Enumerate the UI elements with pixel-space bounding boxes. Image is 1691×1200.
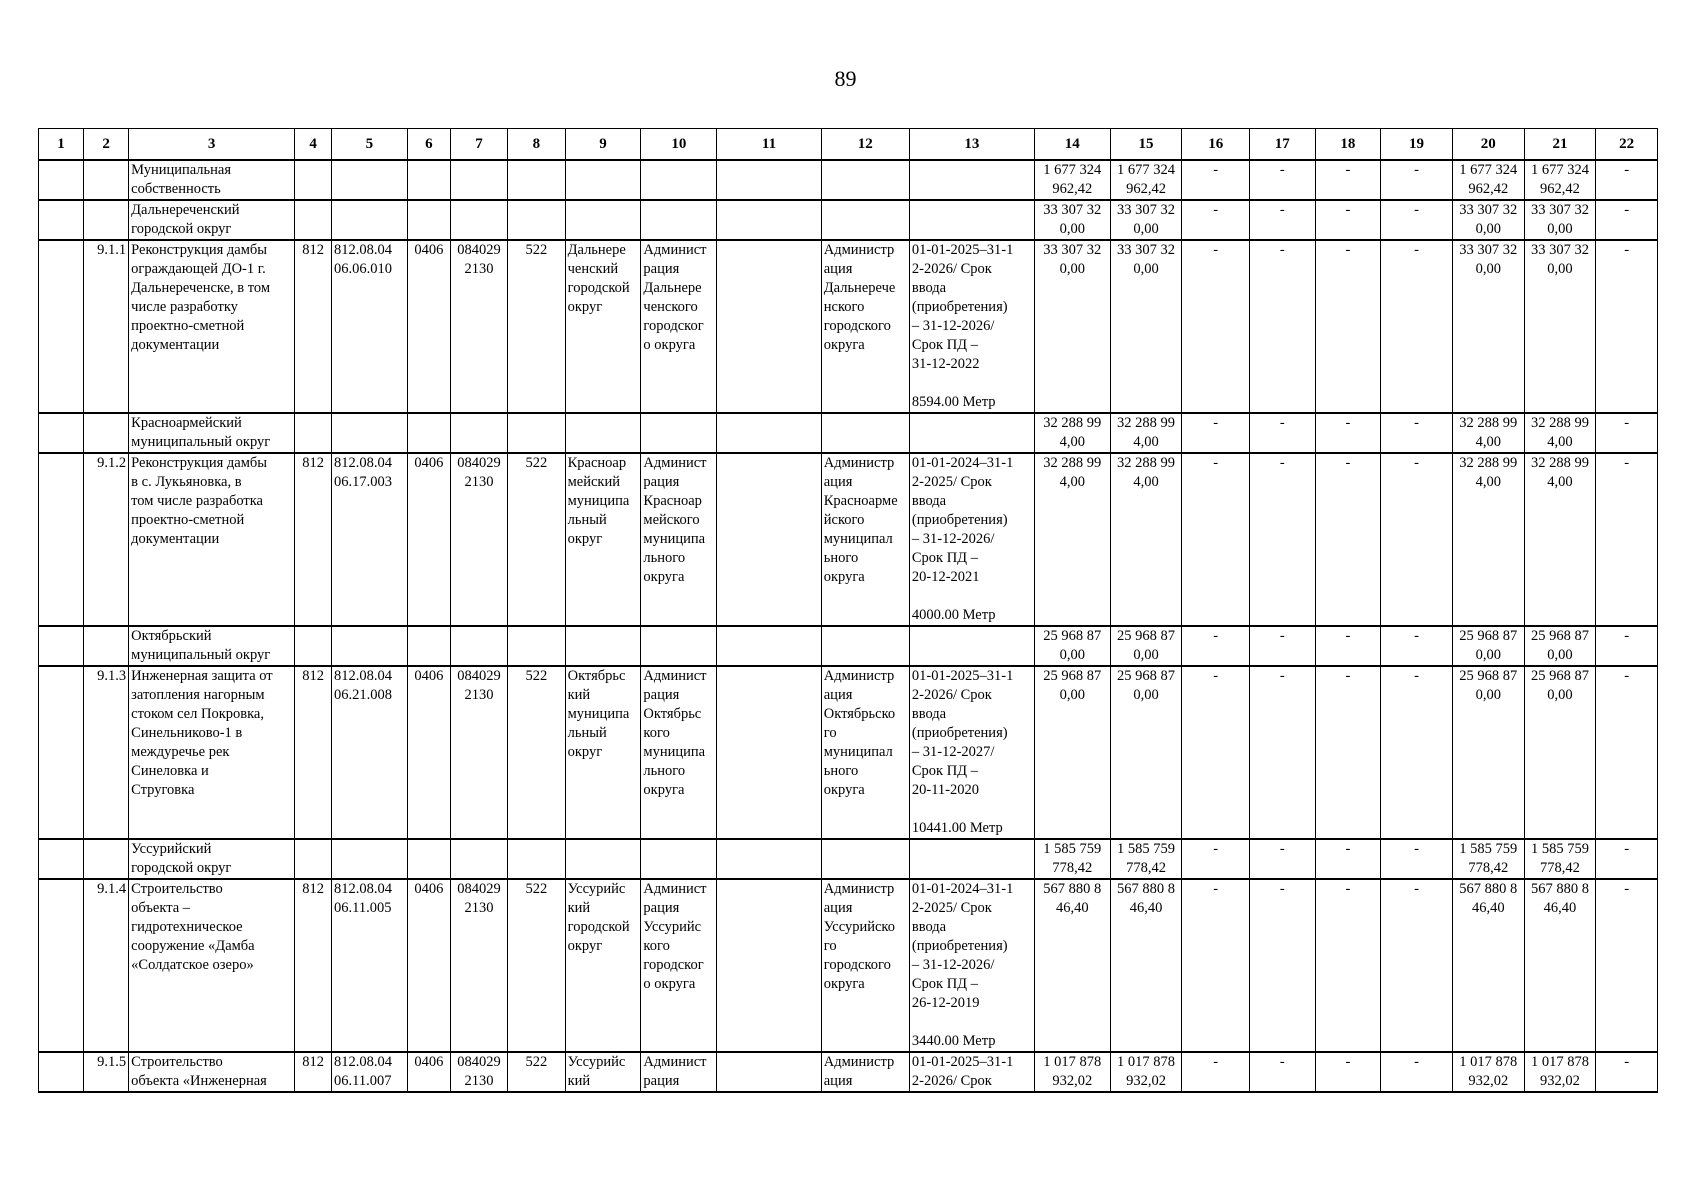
table-row	[39, 240, 1658, 413]
cell-col-6	[407, 200, 450, 240]
cell-col-19: -	[1381, 200, 1453, 240]
cell-col-2: 9.1.3	[84, 666, 129, 839]
cell-col-16: -	[1182, 879, 1250, 1052]
cell-col-1	[39, 879, 84, 1052]
cell-col-17: -	[1250, 160, 1316, 200]
cell-col-7: 084029 2130	[450, 1052, 507, 1092]
cell-col-21: 1 677 324 962,42	[1524, 160, 1596, 200]
cell-col-9: Октябрьс кий муниципа льный округ	[565, 666, 641, 839]
cell-col-19: -	[1381, 666, 1453, 839]
cell-col-12	[821, 626, 909, 666]
cell-col-8: 522	[508, 453, 565, 626]
cell-col-17: -	[1250, 1052, 1316, 1092]
cell-col-5: 812.08.04 06.11.005	[332, 879, 408, 1052]
cell-col-17: -	[1250, 666, 1316, 839]
cell-col-7: 084029 2130	[450, 240, 507, 413]
cell-col-2: 9.1.4	[84, 879, 129, 1052]
cell-col-22: -	[1596, 200, 1658, 240]
cell-col-8	[508, 200, 565, 240]
cell-col-20: 1 585 759 778,42	[1452, 839, 1524, 879]
header-col-15: 15	[1110, 129, 1182, 161]
cell-col-19: -	[1381, 160, 1453, 200]
cell-col-22: -	[1596, 839, 1658, 879]
cell-col-3: Строительство объекта «Инженерная	[129, 1052, 295, 1092]
cell-col-21: 32 288 99 4,00	[1524, 453, 1596, 626]
cell-col-18: -	[1315, 453, 1381, 626]
cell-col-15: 1 585 759 778,42	[1110, 839, 1182, 879]
cell-col-10	[641, 200, 717, 240]
header-col-14: 14	[1034, 129, 1110, 161]
cell-col-19: -	[1381, 413, 1453, 453]
cell-col-2	[84, 413, 129, 453]
cell-col-1	[39, 839, 84, 879]
cell-col-6	[407, 413, 450, 453]
cell-col-19: -	[1381, 626, 1453, 666]
cell-col-13	[909, 200, 1034, 240]
cell-col-5	[332, 160, 408, 200]
cell-col-18: -	[1315, 160, 1381, 200]
cell-col-7	[450, 160, 507, 200]
cell-col-3: Октябрьский муниципальный округ	[129, 626, 295, 666]
cell-col-8: 522	[508, 1052, 565, 1092]
cell-col-3: Реконструкция дамбы в с. Лукьяновка, в том числе разработка проектно-сметной документации	[129, 453, 295, 626]
cell-col-13	[909, 413, 1034, 453]
cell-col-13: 01-01-2025–31-1 2-2026/ Срок ввода (приобретения) – 31-12-2026/ Срок ПД – 31-12-2022 8594.00 Метр	[909, 240, 1034, 413]
cell-col-21: 567 880 8 46,40	[1524, 879, 1596, 1052]
cell-col-4	[295, 160, 332, 200]
cell-col-3: Строительство объекта – гидротехническое сооружение «Дамба «Солдатское озеро»	[129, 879, 295, 1052]
header-col-19: 19	[1381, 129, 1453, 161]
cell-col-11	[717, 453, 822, 626]
cell-col-8	[508, 160, 565, 200]
cell-col-11	[717, 879, 822, 1052]
cell-col-20: 25 968 87 0,00	[1452, 626, 1524, 666]
cell-col-18: -	[1315, 240, 1381, 413]
cell-col-8: 522	[508, 666, 565, 839]
cell-col-20: 1 677 324 962,42	[1452, 160, 1524, 200]
cell-col-2	[84, 839, 129, 879]
cell-col-6: 0406	[407, 1052, 450, 1092]
cell-col-19: -	[1381, 839, 1453, 879]
cell-col-7: 084029 2130	[450, 879, 507, 1052]
cell-col-5: 812.08.04 06.21.008	[332, 666, 408, 839]
cell-col-16: -	[1182, 160, 1250, 200]
table-row	[39, 1052, 1658, 1092]
cell-col-10: Админист рация Октябрьс кого муниципа льного округа	[641, 666, 717, 839]
cell-col-20: 33 307 32 0,00	[1452, 240, 1524, 413]
cell-col-22: -	[1596, 413, 1658, 453]
cell-col-13	[909, 839, 1034, 879]
header-col-21: 21	[1524, 129, 1596, 161]
cell-col-1	[39, 626, 84, 666]
cell-col-15: 33 307 32 0,00	[1110, 240, 1182, 413]
cell-col-21: 25 968 87 0,00	[1524, 626, 1596, 666]
cell-col-10: Админист рация Уссурийс кого городског о округа	[641, 879, 717, 1052]
cell-col-22: -	[1596, 453, 1658, 626]
cell-col-5: 812.08.04 06.17.003	[332, 453, 408, 626]
cell-col-12	[821, 200, 909, 240]
cell-col-8	[508, 626, 565, 666]
cell-col-16: -	[1182, 453, 1250, 626]
cell-col-1	[39, 413, 84, 453]
cell-col-22: -	[1596, 666, 1658, 839]
header-col-10: 10	[641, 129, 717, 161]
cell-col-1	[39, 666, 84, 839]
cell-col-4: 812	[295, 240, 332, 413]
cell-col-21: 25 968 87 0,00	[1524, 666, 1596, 839]
cell-col-21: 33 307 32 0,00	[1524, 200, 1596, 240]
cell-col-19: -	[1381, 1052, 1453, 1092]
cell-col-17: -	[1250, 453, 1316, 626]
table-row	[39, 879, 1658, 1052]
cell-col-13: 01-01-2025–31-1 2-2026/ Срок ввода (приобретения) – 31-12-2027/ Срок ПД – 20-11-2020 10441.00 Метр	[909, 666, 1034, 839]
cell-col-15: 567 880 8 46,40	[1110, 879, 1182, 1052]
header-row	[39, 129, 1658, 161]
header-col-16: 16	[1182, 129, 1250, 161]
cell-col-22: -	[1596, 1052, 1658, 1092]
cell-col-5	[332, 626, 408, 666]
cell-col-3: Инженерная защита от затопления нагорным стоком сел Покровка, Синельниково-1 в междуречье рек Синеловка и Струговка	[129, 666, 295, 839]
cell-col-8	[508, 413, 565, 453]
table-row	[39, 200, 1658, 240]
cell-col-9	[565, 626, 641, 666]
cell-col-18: -	[1315, 879, 1381, 1052]
header-col-6: 6	[407, 129, 450, 161]
cell-col-10: Админист рация	[641, 1052, 717, 1092]
cell-col-1	[39, 240, 84, 413]
header-col-12: 12	[821, 129, 909, 161]
cell-col-11	[717, 839, 822, 879]
cell-col-10	[641, 413, 717, 453]
cell-col-14: 1 585 759 778,42	[1034, 839, 1110, 879]
header-col-2: 2	[84, 129, 129, 161]
cell-col-19: -	[1381, 879, 1453, 1052]
cell-col-2: 9.1.1	[84, 240, 129, 413]
header-col-5: 5	[332, 129, 408, 161]
cell-col-21: 1 017 878 932,02	[1524, 1052, 1596, 1092]
cell-col-9	[565, 413, 641, 453]
header-col-11: 11	[717, 129, 822, 161]
cell-col-14: 567 880 8 46,40	[1034, 879, 1110, 1052]
cell-col-2	[84, 200, 129, 240]
cell-col-5	[332, 200, 408, 240]
cell-col-4: 812	[295, 453, 332, 626]
cell-col-12	[821, 160, 909, 200]
cell-col-3: Муниципальная собственность	[129, 160, 295, 200]
cell-col-7: 084029 2130	[450, 666, 507, 839]
cell-col-18: -	[1315, 626, 1381, 666]
cell-col-9	[565, 839, 641, 879]
cell-col-16: -	[1182, 413, 1250, 453]
cell-col-11	[717, 1052, 822, 1092]
cell-col-9: Дальнере ченский городской округ	[565, 240, 641, 413]
cell-col-4	[295, 200, 332, 240]
cell-col-13	[909, 626, 1034, 666]
cell-col-3: Реконструкция дамбы ограждающей ДО-1 г. Дальнереченске, в том числе разработку проектно-сметной документации	[129, 240, 295, 413]
cell-col-17: -	[1250, 879, 1316, 1052]
header-col-17: 17	[1250, 129, 1316, 161]
cell-col-20: 32 288 99 4,00	[1452, 453, 1524, 626]
cell-col-1	[39, 160, 84, 200]
cell-col-5: 812.08.04 06.06.010	[332, 240, 408, 413]
cell-col-10: Админист рация Дальнере ченского городског о округа	[641, 240, 717, 413]
cell-col-9	[565, 200, 641, 240]
cell-col-10	[641, 160, 717, 200]
cell-col-22: -	[1596, 626, 1658, 666]
cell-col-5: 812.08.04 06.11.007	[332, 1052, 408, 1092]
table-row	[39, 160, 1658, 200]
header-col-22: 22	[1596, 129, 1658, 161]
cell-col-11	[717, 626, 822, 666]
cell-col-7: 084029 2130	[450, 453, 507, 626]
cell-col-4	[295, 413, 332, 453]
cell-col-6: 0406	[407, 879, 450, 1052]
cell-col-21: 33 307 32 0,00	[1524, 240, 1596, 413]
cell-col-16: -	[1182, 1052, 1250, 1092]
cell-col-2: 9.1.2	[84, 453, 129, 626]
cell-col-4	[295, 626, 332, 666]
cell-col-16: -	[1182, 240, 1250, 413]
cell-col-13: 01-01-2024–31-1 2-2025/ Срок ввода (приобретения) – 31-12-2026/ Срок ПД – 26-12-2019 3440.00 Метр	[909, 879, 1034, 1052]
cell-col-6	[407, 626, 450, 666]
cell-col-9	[565, 160, 641, 200]
header-col-20: 20	[1452, 129, 1524, 161]
cell-col-16: -	[1182, 839, 1250, 879]
cell-col-14: 33 307 32 0,00	[1034, 240, 1110, 413]
cell-col-1	[39, 1052, 84, 1092]
cell-col-20: 25 968 87 0,00	[1452, 666, 1524, 839]
cell-col-16: -	[1182, 626, 1250, 666]
cell-col-4: 812	[295, 1052, 332, 1092]
cell-col-15: 25 968 87 0,00	[1110, 666, 1182, 839]
cell-col-17: -	[1250, 200, 1316, 240]
cell-col-1	[39, 453, 84, 626]
cell-col-15: 32 288 99 4,00	[1110, 413, 1182, 453]
cell-col-22: -	[1596, 240, 1658, 413]
cell-col-12: Администр ация Красноарме йского муниципал ьного округа	[821, 453, 909, 626]
cell-col-22: -	[1596, 879, 1658, 1052]
cell-col-4	[295, 839, 332, 879]
cell-col-6: 0406	[407, 666, 450, 839]
cell-col-17: -	[1250, 626, 1316, 666]
cell-col-18: -	[1315, 1052, 1381, 1092]
header-col-9: 9	[565, 129, 641, 161]
cell-col-3: Дальнереченский городской округ	[129, 200, 295, 240]
cell-col-15: 1 677 324 962,42	[1110, 160, 1182, 200]
cell-col-20: 567 880 8 46,40	[1452, 879, 1524, 1052]
cell-col-4: 812	[295, 666, 332, 839]
cell-col-10	[641, 839, 717, 879]
cell-col-12: Администр ация	[821, 1052, 909, 1092]
cell-col-12: Администр ация Октябрьско го муниципал ьного округа	[821, 666, 909, 839]
cell-col-18: -	[1315, 666, 1381, 839]
cell-col-14: 1 017 878 932,02	[1034, 1052, 1110, 1092]
cell-col-22: -	[1596, 160, 1658, 200]
cell-col-15: 32 288 99 4,00	[1110, 453, 1182, 626]
page-number: 89	[834, 66, 857, 91]
cell-col-21: 32 288 99 4,00	[1524, 413, 1596, 453]
cell-col-15: 33 307 32 0,00	[1110, 200, 1182, 240]
cell-col-11	[717, 200, 822, 240]
header-col-8: 8	[508, 129, 565, 161]
cell-col-13: 01-01-2025–31-1 2-2026/ Срок	[909, 1052, 1034, 1092]
cell-col-11	[717, 160, 822, 200]
cell-col-15: 25 968 87 0,00	[1110, 626, 1182, 666]
cell-col-5	[332, 839, 408, 879]
cell-col-13	[909, 160, 1034, 200]
cell-col-14: 32 288 99 4,00	[1034, 453, 1110, 626]
cell-col-16: -	[1182, 666, 1250, 839]
cell-col-4: 812	[295, 879, 332, 1052]
cell-col-9: Уссурийс кий городской округ	[565, 879, 641, 1052]
table-row	[39, 839, 1658, 879]
cell-col-12: Администр ация Уссурийско го городского округа	[821, 879, 909, 1052]
cell-col-3: Красноармейский муниципальный округ	[129, 413, 295, 453]
cell-col-5	[332, 413, 408, 453]
header-col-7: 7	[450, 129, 507, 161]
cell-col-20: 32 288 99 4,00	[1452, 413, 1524, 453]
table-row	[39, 666, 1658, 839]
cell-col-20: 33 307 32 0,00	[1452, 200, 1524, 240]
cell-col-17: -	[1250, 413, 1316, 453]
cell-col-8: 522	[508, 240, 565, 413]
cell-col-1	[39, 200, 84, 240]
cell-col-17: -	[1250, 839, 1316, 879]
cell-col-11	[717, 666, 822, 839]
cell-col-18: -	[1315, 839, 1381, 879]
cell-col-10	[641, 626, 717, 666]
header-col-4: 4	[295, 129, 332, 161]
cell-col-12	[821, 413, 909, 453]
cell-col-3: Уссурийский городской округ	[129, 839, 295, 879]
cell-col-16: -	[1182, 200, 1250, 240]
cell-col-11	[717, 413, 822, 453]
cell-col-13: 01-01-2024–31-1 2-2025/ Срок ввода (приобретения) – 31-12-2026/ Срок ПД – 20-12-2021 4000.00 Метр	[909, 453, 1034, 626]
cell-col-19: -	[1381, 240, 1453, 413]
cell-col-19: -	[1381, 453, 1453, 626]
header-col-18: 18	[1315, 129, 1381, 161]
cell-col-2	[84, 160, 129, 200]
cell-col-17: -	[1250, 240, 1316, 413]
cell-col-9: Красноар мейский муниципа льный округ	[565, 453, 641, 626]
cell-col-12	[821, 839, 909, 879]
cell-col-2: 9.1.5	[84, 1052, 129, 1092]
cell-col-2	[84, 626, 129, 666]
table-row	[39, 453, 1658, 626]
cell-col-21: 1 585 759 778,42	[1524, 839, 1596, 879]
cell-col-20: 1 017 878 932,02	[1452, 1052, 1524, 1092]
cell-col-12: Администр ация Дальнерече нского городского округа	[821, 240, 909, 413]
budget-table	[38, 128, 1658, 1093]
cell-col-7	[450, 839, 507, 879]
cell-col-7	[450, 200, 507, 240]
cell-col-6: 0406	[407, 453, 450, 626]
cell-col-14: 25 968 87 0,00	[1034, 666, 1110, 839]
cell-col-8	[508, 839, 565, 879]
cell-col-6	[407, 160, 450, 200]
cell-col-9: Уссурийс кий	[565, 1052, 641, 1092]
header-col-13: 13	[909, 129, 1034, 161]
cell-col-18: -	[1315, 200, 1381, 240]
cell-col-15: 1 017 878 932,02	[1110, 1052, 1182, 1092]
cell-col-6	[407, 839, 450, 879]
header-col-3: 3	[129, 129, 295, 161]
cell-col-7	[450, 626, 507, 666]
cell-col-6: 0406	[407, 240, 450, 413]
table-row	[39, 626, 1658, 666]
cell-col-14: 32 288 99 4,00	[1034, 413, 1110, 453]
header-col-1: 1	[39, 129, 84, 161]
cell-col-18: -	[1315, 413, 1381, 453]
cell-col-11	[717, 240, 822, 413]
cell-col-10: Админист рация Красноар мейского муниципа льного округа	[641, 453, 717, 626]
cell-col-14: 1 677 324 962,42	[1034, 160, 1110, 200]
table-row	[39, 413, 1658, 453]
cell-col-14: 25 968 87 0,00	[1034, 626, 1110, 666]
cell-col-7	[450, 413, 507, 453]
cell-col-8: 522	[508, 879, 565, 1052]
cell-col-14: 33 307 32 0,00	[1034, 200, 1110, 240]
